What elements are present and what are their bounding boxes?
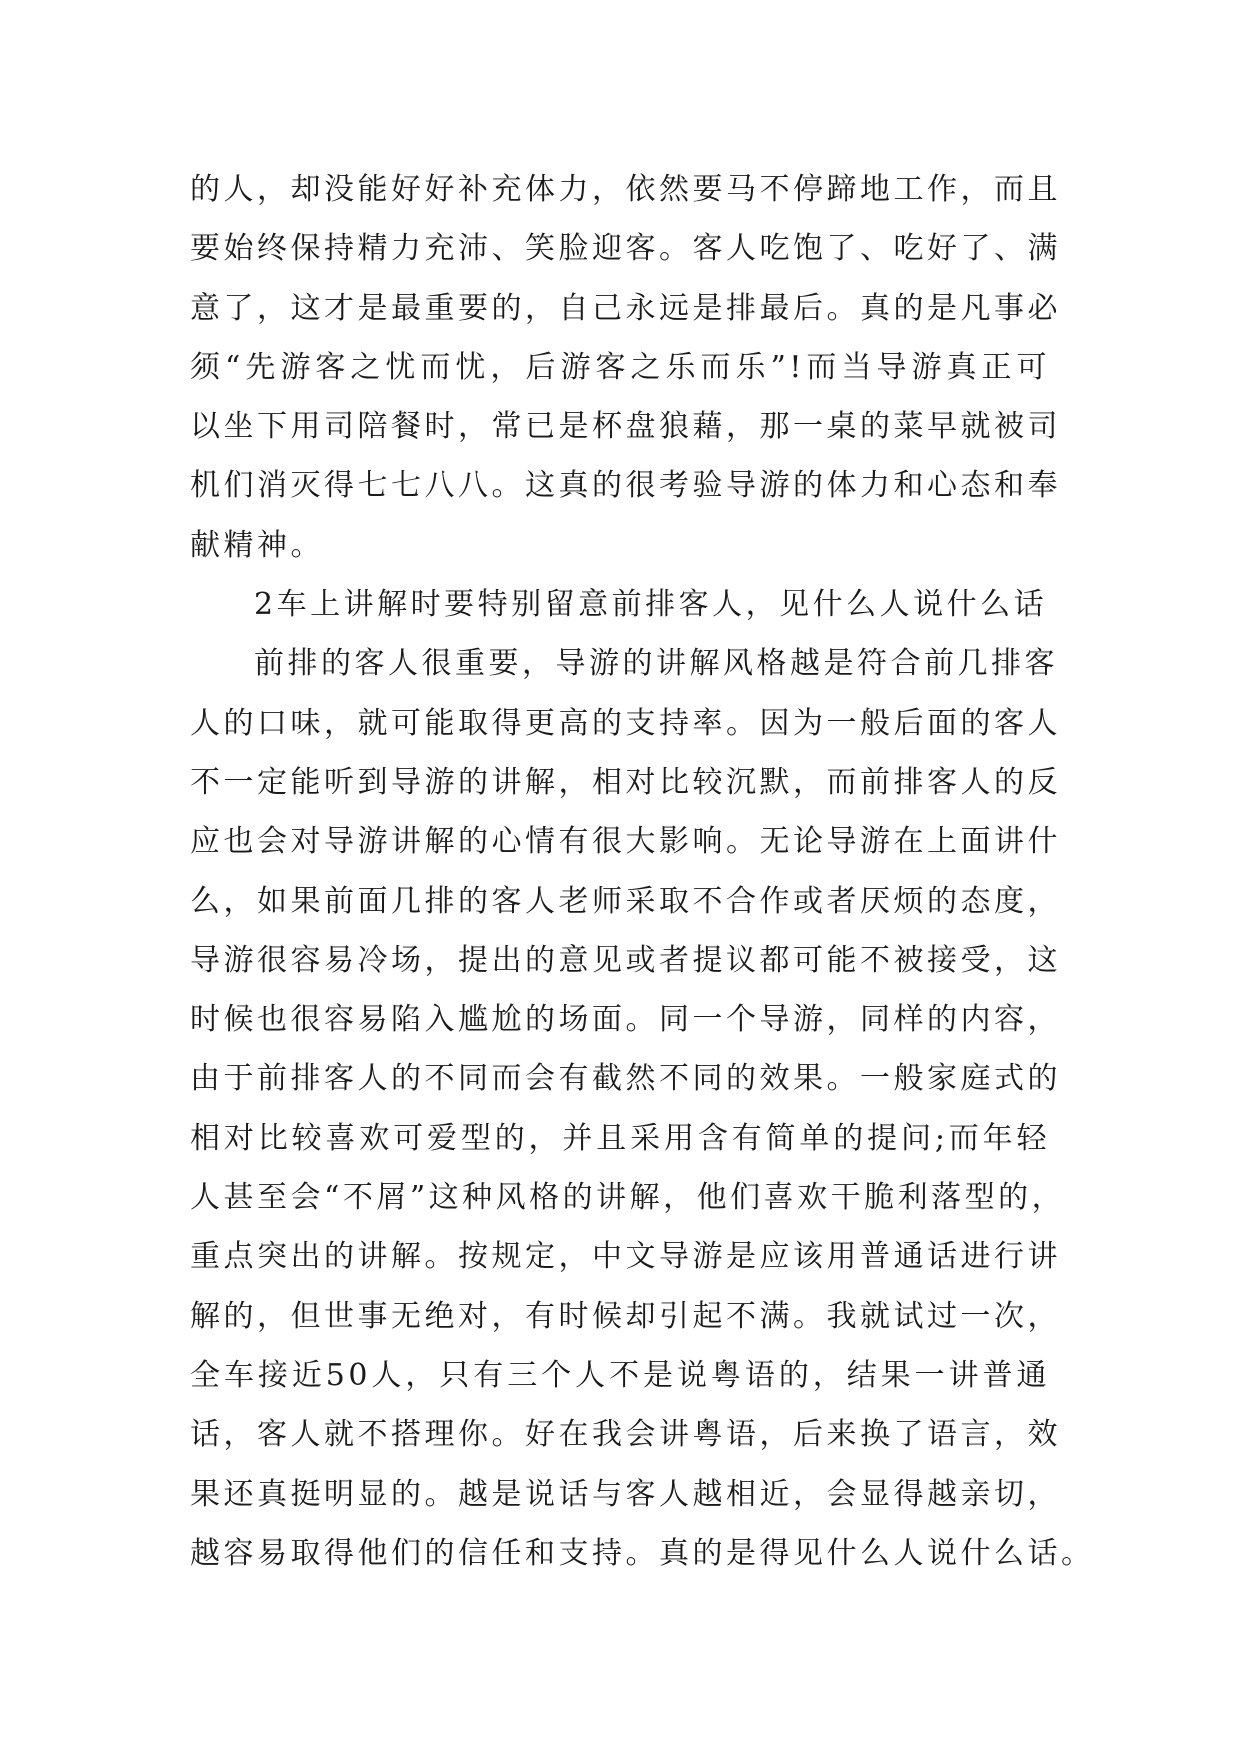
text-line: 人的口味，就可能取得更高的支持率。因为一般后面的客人	[190, 705, 1061, 741]
text-line: 时候也很容易陷入尴尬的场面。同一个导游，同样的内容，	[190, 1002, 1061, 1038]
text-line: 解的，但世事无绝对，有时候却引起不满。我就试过一次，	[190, 1298, 1061, 1334]
text-line: 机们消灭得七七八八。这真的很考验导游的体力和心态和奉	[190, 468, 1061, 504]
text-line: 要始终保持精力充沛、笑脸迎客。客人吃饱了、吃好了、满	[190, 231, 1061, 267]
text-line: 话，客人就不搭理你。好在我会讲粤语，后来换了语言，效	[190, 1417, 1061, 1453]
text-line: 前排的客人很重要，导游的讲解风格越是符合前几排客	[254, 646, 1058, 682]
text-line: 2车上讲解时要特别留意前排客人，见什么人说什么话	[254, 587, 1048, 623]
text-line: 么，如果前面几排的客人老师采取不合作或者厌烦的态度，	[190, 883, 1061, 919]
text-line: 导游很容易冷场，提出的意见或者提议都可能不被接受，这	[190, 942, 1061, 978]
text-line: 越容易取得他们的信任和支持。真的是得见什么人说什么话。	[190, 1535, 1095, 1571]
text-line: 献精神。	[190, 527, 324, 563]
text-line: 全车接近50人，只有三个人不是说粤语的，结果一讲普通	[190, 1357, 1050, 1393]
body-text	[190, 160, 1095, 1583]
text-line: 须“先游客之忧而忧，后游客之乐而乐”!而当导游真正可	[190, 349, 1050, 385]
text-line: 果还真挺明显的。越是说话与客人越相近，会显得越亲切，	[190, 1476, 1061, 1512]
text-line: 人甚至会“不屑”这种风格的讲解，他们喜欢干脆利落型的，	[190, 1180, 1066, 1216]
text-line: 意了，这才是最重要的，自己永远是排最后。真的是凡事必	[190, 290, 1061, 326]
text-line: 重点突出的讲解。按规定，中文导游是应该用普通话进行讲	[190, 1239, 1061, 1275]
text-line: 的人，却没能好好补充体力，依然要马不停蹄地工作，而且	[190, 172, 1061, 207]
text-line: 不一定能听到导游的讲解，相对比较沉默，而前排客人的反	[190, 764, 1061, 800]
text-line: 相对比较喜欢可爱型的，并且采用含有简单的提问;而年轻	[190, 1120, 1050, 1156]
text-line: 由于前排客人的不同而会有截然不同的效果。一般家庭式的	[190, 1061, 1061, 1097]
text-line: 应也会对导游讲解的心情有很大影响。无论导游在上面讲什	[190, 824, 1061, 860]
text-line: 以坐下用司陪餐时，常已是杯盘狼藉，那一桌的菜早就被司	[190, 409, 1061, 445]
